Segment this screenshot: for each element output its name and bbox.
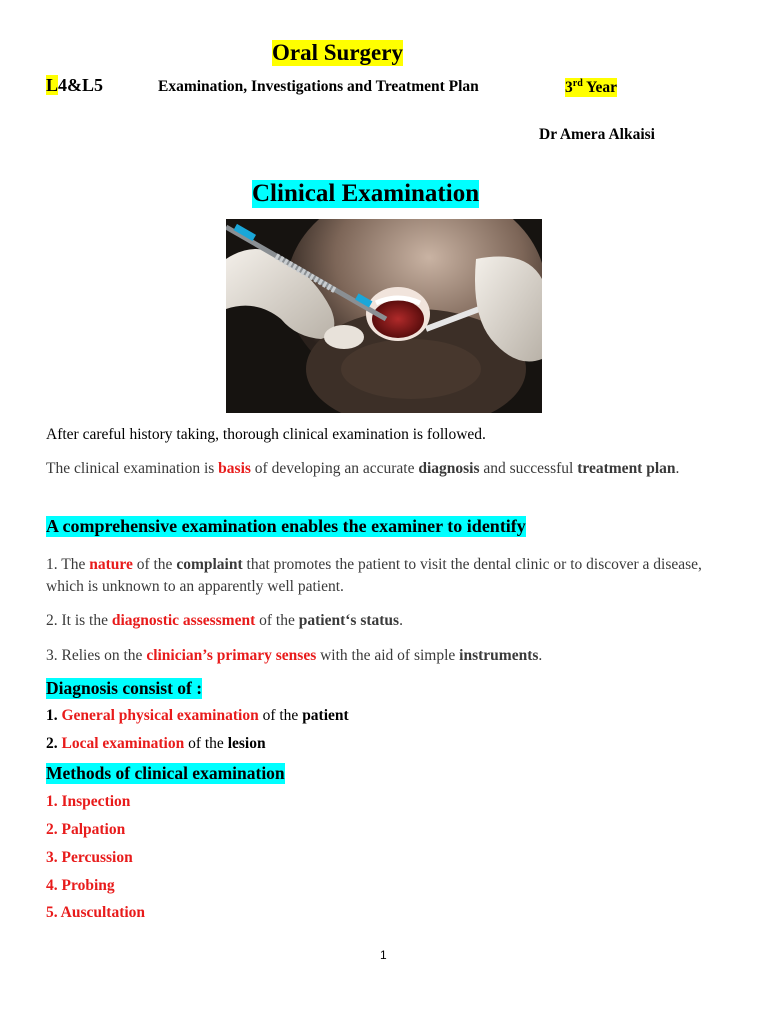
diagnosis-item bbox=[46, 707, 349, 725]
point-text: . bbox=[538, 647, 543, 664]
intro-text: The clinical examination is bbox=[46, 460, 219, 477]
section-title: Clinical Examination bbox=[252, 180, 480, 207]
intro-paragraph bbox=[46, 458, 736, 480]
diagnosis-heading: Diagnosis consist of : bbox=[46, 678, 203, 698]
year-word: Year bbox=[586, 79, 618, 97]
diagnostic-assessment-term: diagnostic assessment bbox=[111, 612, 256, 629]
item-term: Local examination bbox=[61, 735, 185, 752]
lecture-topic: Examination, Investigations and Treatment Plan bbox=[158, 78, 479, 95]
method-item-palpation: 2. Palpation bbox=[46, 821, 126, 838]
item-object: lesion bbox=[227, 735, 266, 752]
method-item-inspection: 1. Inspection bbox=[46, 793, 131, 810]
point-text: . bbox=[399, 612, 403, 629]
item-text: of the bbox=[258, 707, 303, 724]
primary-senses-term: clinician’s primary senses bbox=[146, 647, 317, 664]
point-text: of the bbox=[132, 556, 177, 573]
intro-text: of developing an accurate bbox=[250, 460, 419, 477]
intro-sentence: After careful history taking, thorough clinical examination is followed. bbox=[46, 426, 486, 443]
point-text: of the bbox=[255, 612, 299, 629]
instruments-term: instruments bbox=[459, 647, 539, 664]
item-number: 2. bbox=[46, 735, 62, 752]
year-suffix: rd bbox=[572, 78, 583, 89]
point-text: 2. It is the bbox=[46, 612, 112, 629]
identify-point-3 bbox=[46, 645, 542, 667]
diagnosis-term: diagnosis bbox=[418, 460, 480, 477]
lecture-number: 4&L5 bbox=[58, 75, 104, 95]
method-item-probing: 4. Probing bbox=[46, 877, 115, 894]
method-item-auscultation: 5. Auscultation bbox=[46, 904, 146, 921]
lecture-prefix: L bbox=[46, 75, 59, 95]
page-number: 1 bbox=[380, 948, 387, 962]
method-item-percussion: 3. Percussion bbox=[46, 849, 133, 866]
item-term: General physical examination bbox=[61, 707, 259, 724]
identify-heading: A comprehensive examination enables the examiner to identify bbox=[46, 516, 526, 536]
point-text: with the aid of simple bbox=[316, 647, 460, 664]
patient-status-term: patient‘s status bbox=[298, 612, 400, 629]
nature-term: nature bbox=[89, 556, 133, 573]
point-text: that promotes the patient to visit the dental clinic or to discover a disease, which is unknown to an apparently well patient. bbox=[46, 556, 702, 595]
complaint-term: complaint bbox=[176, 556, 243, 573]
basis-term: basis bbox=[218, 460, 251, 477]
item-object: patient bbox=[302, 707, 349, 724]
point-text: 3. Relies on the bbox=[46, 647, 147, 664]
lecture-code bbox=[46, 75, 103, 96]
document-title: Oral Surgery bbox=[272, 40, 403, 65]
year-number: 3 bbox=[565, 79, 573, 97]
year-label bbox=[565, 78, 617, 97]
identify-point-2 bbox=[46, 610, 403, 632]
identify-point-1 bbox=[46, 554, 736, 598]
dental-examination-photo bbox=[226, 219, 542, 413]
intro-text: . bbox=[675, 460, 680, 477]
diagnosis-item bbox=[46, 735, 266, 753]
author-name: Dr Amera Alkaisi bbox=[539, 126, 655, 143]
treatment-plan-term: treatment plan bbox=[577, 460, 676, 477]
point-text: 1. The bbox=[46, 556, 90, 573]
intro-text: and successful bbox=[479, 460, 578, 477]
methods-heading: Methods of clinical examination bbox=[46, 763, 285, 783]
item-text: of the bbox=[184, 735, 228, 752]
item-number: 1. bbox=[46, 707, 62, 724]
